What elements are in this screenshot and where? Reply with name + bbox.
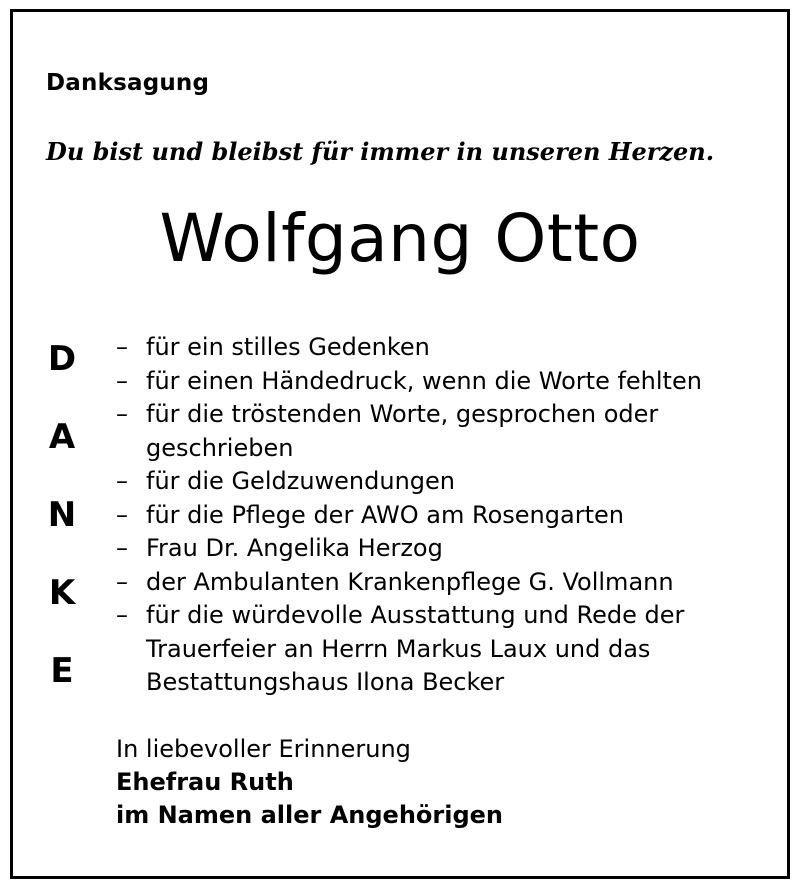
list-item <box>116 499 766 533</box>
dash-bullet: – <box>116 601 128 629</box>
list-item-text: der Ambulanten Krankenpflege G. Vollmann <box>146 567 674 596</box>
danke-letter: D <box>47 339 77 379</box>
list-item <box>116 566 766 600</box>
list-item-text: für die tröstenden Worte, gesprochen oder geschrieben <box>146 400 659 462</box>
dash-bullet: – <box>116 400 128 428</box>
deceased-name: Wolfgang Otto <box>159 200 641 277</box>
list-item <box>116 465 766 499</box>
dash-bullet: – <box>116 366 128 395</box>
danke-letter: E <box>50 651 74 691</box>
dash-bullet: – <box>116 534 128 562</box>
list-item <box>116 398 766 465</box>
list-item <box>116 599 766 700</box>
notice-heading: Danksagung <box>46 70 210 96</box>
motto: Du bist und bleibst für immer in unseren Herzen. <box>46 137 715 166</box>
list-item-text: für ein stilles Gedenken <box>146 333 430 361</box>
list-item <box>116 532 766 566</box>
list-item-text: für die Pflege der AWO am Rosengarten <box>146 500 624 529</box>
dash-bullet: – <box>116 567 128 596</box>
dash-bullet: – <box>116 467 128 495</box>
danke-letter: A <box>48 417 76 457</box>
danke-letter: N <box>47 495 77 535</box>
dash-bullet: – <box>116 333 128 361</box>
list-item-text: Frau Dr. Angelika Herzog <box>146 534 443 562</box>
danke-vertical <box>40 332 84 722</box>
thanks-list <box>116 331 766 700</box>
signer-family: im Namen aller Angehörigen <box>116 801 504 829</box>
closing-line: In liebevoller Erinnerung <box>116 735 411 763</box>
dash-bullet: – <box>116 500 128 529</box>
list-item-text: für die würdevolle Ausstattung und Rede der Trauerfeier an Herrn Markus Laux und das Bestattungshaus Ilona Becker <box>146 601 685 696</box>
danke-letter: K <box>48 573 76 613</box>
closing-block <box>116 733 503 832</box>
list-item <box>116 331 766 365</box>
signer-name: Ehefrau Ruth <box>116 768 294 796</box>
list-item <box>116 365 766 399</box>
list-item-text: für die Geldzuwendungen <box>146 467 455 495</box>
list-item-text: für einen Händedruck, wenn die Worte fehlten <box>146 366 702 395</box>
